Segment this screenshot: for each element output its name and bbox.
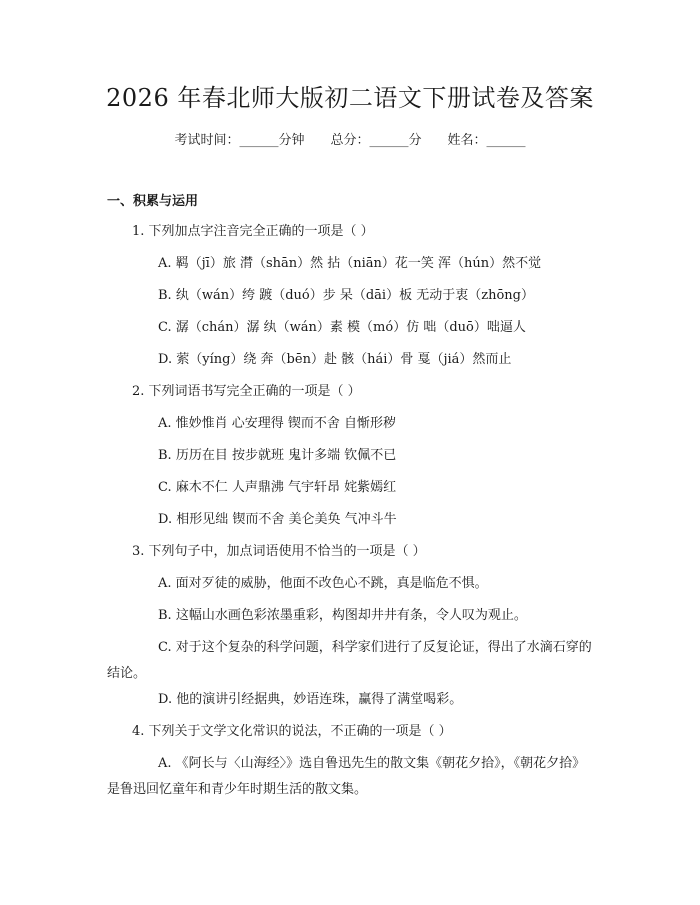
option-d: D. 他的演讲引经据典，妙语连珠，赢得了满堂喝彩。 xyxy=(158,692,463,707)
question-stem: 1. 下列加点字注音完全正确的一项是（ ） xyxy=(132,224,374,239)
option-a: A. 面对歹徒的威胁，他面不改色心不跳，真是临危不惧。 xyxy=(158,576,488,591)
option-b: B. 历历在目 按步就班 鬼计多端 钦佩不已 xyxy=(158,448,397,463)
score-label: 总分： xyxy=(330,133,370,148)
section-heading: 一、积累与运用 xyxy=(107,194,199,209)
time-label: 考试时间： xyxy=(174,133,240,148)
option-a: A. 羁（jī）旅 潸（shān）然 拈（niān）花一笑 浑（hún）然不觉 xyxy=(158,256,542,271)
option-d: D. 相形见绌 锲而不舍 美仑美奂 气冲斗牛 xyxy=(158,512,397,527)
time-blank: ______ xyxy=(239,133,279,148)
time-unit: 分钟 xyxy=(278,133,305,148)
score-unit: 分 xyxy=(408,133,422,148)
name-blank: ______ xyxy=(486,133,526,148)
name-label: 姓名： xyxy=(447,133,487,148)
question-stem: 3. 下列句子中，加点词语使用不恰当的一项是（ ） xyxy=(132,544,426,559)
exam-title: 2026 年春北师大版初二语文下册试卷及答案 xyxy=(106,84,594,112)
option-c: C. 对于这个复杂的科学问题，科学家们进行了反复论证，得出了水滴石穿的结论。 xyxy=(107,640,592,681)
option-a: A. 惟妙惟肖 心安理得 锲而不舍 自惭形秽 xyxy=(158,416,397,431)
question-stem: 4. 下列关于文学文化常识的说法，不正确的一项是（ ） xyxy=(132,724,452,739)
score-blank: ______ xyxy=(369,133,409,148)
option-d: D. 萦（yíng）绕 奔（bēn）赴 骸（hái）骨 戛（jiá）然而止 xyxy=(158,352,512,367)
option-b: B. 这幅山水画色彩浓墨重彩，构图却井井有条，令人叹为观止。 xyxy=(158,608,527,623)
option-c: C. 麻木不仁 人声鼎沸 气宇轩昂 姹紫嫣红 xyxy=(158,480,397,495)
option-a: A. 《阿长与〈山海经〉》选自鲁迅先生的散文集《朝花夕拾》，《朝花夕拾》是鲁迅回忆童年和青少年时期生活的散文集。 xyxy=(107,756,586,797)
option-c: C. 潺（chán）潺 纨（wán）素 模（mó）仿 咄（duō）咄逼人 xyxy=(158,320,526,335)
exam-info-line xyxy=(0,131,700,151)
option-b: B. 纨（wán）绔 踱（duó）步 呆（dāi）板 无动于衷（zhōng） xyxy=(158,288,534,303)
question-stem: 2. 下列词语书写完全正确的一项是（ ） xyxy=(132,384,361,399)
